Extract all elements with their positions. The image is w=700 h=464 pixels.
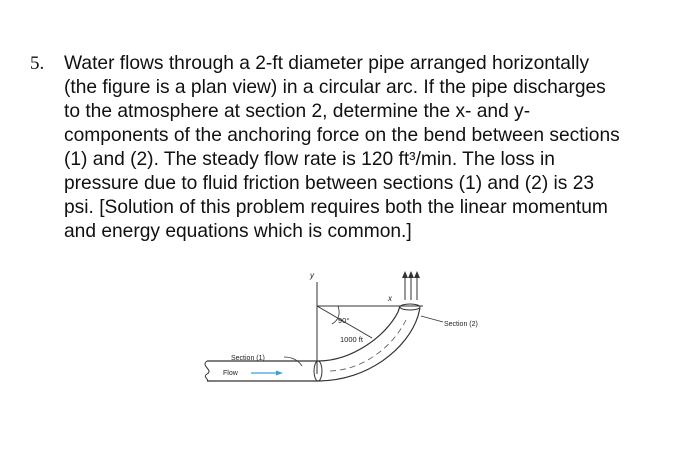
x-axis-label: x — [388, 294, 392, 303]
section2-label: Section (2) — [444, 321, 478, 328]
y-axis-label: y — [310, 271, 314, 280]
flow-label: Flow — [223, 370, 238, 377]
problem-number: 5. — [30, 53, 45, 74]
radius-label: 1000 ft — [340, 335, 363, 344]
problem-line-1: Water flows through a 2-ft diameter pipe arranged horizontally — [64, 53, 590, 74]
problem-line-6: pressure due to fluid friction between sections (1) and (2) is 23 — [64, 173, 595, 194]
pipe-break-mark — [205, 361, 209, 381]
problem-line-8: and energy equations which is common.] — [64, 221, 412, 242]
angle-label: 90° — [338, 316, 350, 325]
problem-line-4: components of the anchoring force on the bend between sections — [64, 125, 620, 146]
problem-line-3: to the atmosphere at section 2, determine the x- and y- — [64, 101, 531, 122]
flow-arrowhead — [276, 371, 283, 376]
problem-line-2: (the figure is a plan view) in a circular arc. If the pipe discharges — [64, 77, 606, 98]
section2-cross-section — [400, 304, 420, 310]
section1-cross-section — [314, 361, 322, 381]
pipe-centerline — [330, 320, 406, 371]
section1-label: Section (1) — [231, 355, 265, 362]
problem-line-5: (1) and (2). The steady flow rate is 120 ft³/min. The loss in — [64, 149, 555, 170]
pipe-inner-wall — [207, 306, 400, 361]
problem-line-7: psi. [Solution of this problem requires both the linear momentum — [64, 197, 608, 218]
discharge-arrows — [402, 271, 420, 300]
section2-leader — [421, 316, 443, 322]
